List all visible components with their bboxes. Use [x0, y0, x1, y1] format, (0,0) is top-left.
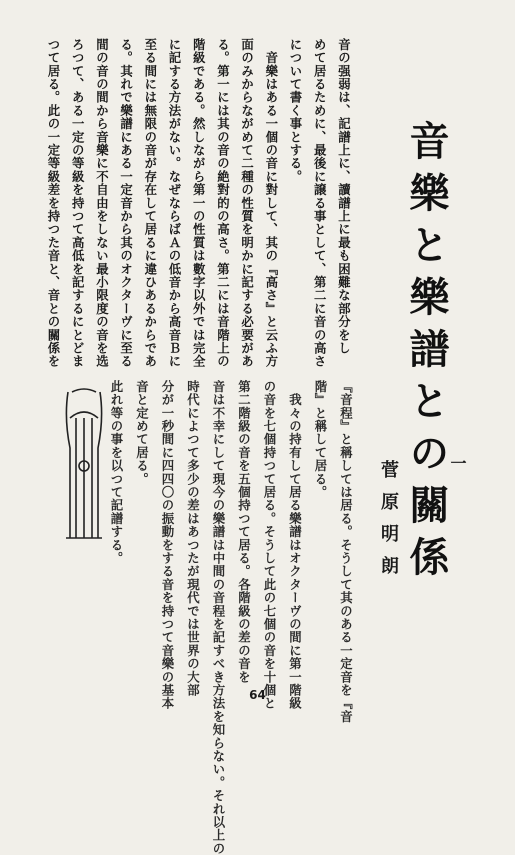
lyre-ornament-icon	[62, 388, 106, 546]
text-lower-column: 我々の持有して居る樂譜はオクターヴの間に第一階級	[287, 380, 303, 710]
page-number: 64	[249, 688, 266, 702]
article-title: 音樂と樂譜との關係	[403, 120, 450, 588]
text-lower-column: 音と定めて居る。	[134, 380, 150, 486]
text-upper-column: 音の强弱は、記譜上に、讀譜上に最も困難な部分をし	[336, 38, 352, 355]
text-upper-column: 面のみからながめて二種の性質を明かに記する必要があ	[239, 38, 255, 368]
text-upper-column: ろつて、ある一定の等級を持つて高低を記するにとどま	[70, 38, 86, 368]
text-lower-column: の音を七個持つて居る。そうして此の七個の音を十個と	[261, 380, 277, 710]
text-upper-column: めて居るために、最後に譲る事として、第二に音の高さ	[312, 38, 328, 368]
text-upper-column: る。其れで樂譜にある一定音から其のオクターヴに至る	[118, 38, 134, 368]
text-upper-column: 間の音の間から音樂に不自由をしない最小限度の音を选	[94, 38, 110, 368]
text-upper-column: 階級である。然しながら第一の性質は數字以外では完全	[191, 38, 207, 368]
section-number: 一	[448, 455, 467, 471]
text-upper-column: 音樂はある一個の音に對して、其の『高さ』と云ふ方	[263, 38, 279, 368]
text-lower-column: 階』と稱して居る。	[312, 380, 328, 499]
text-lower-column: 第二階級の音を五個持つて居る。各階級の差の音を	[236, 380, 252, 684]
text-upper-column: る。第一には其の音の絶對的の高さ。第二には音階上の	[215, 38, 231, 368]
text-lower-column: 音は不幸にして現今の樂譜は中間の音程を記すべき方法を知らない。それ以上の	[210, 380, 226, 855]
text-lower-column: 『音程』と稱しては居る。そうして其のある一定音を『音	[338, 380, 354, 724]
author-name: 菅原明朗	[378, 460, 399, 588]
text-lower-column: 時代によつて多少の差はあつたが現代では世界の大部	[185, 380, 201, 697]
text-lower-column: 此れ等の事を以つて記譜する。	[108, 380, 124, 565]
text-lower-column: 分が一秒間に四四〇の振動をする音を持つて音樂の基本	[159, 380, 175, 710]
text-upper-column: 至る間には無限の音が存在して居るに違ひあるからであ	[142, 38, 158, 368]
text-upper-column: について書く事とする。	[288, 38, 303, 184]
text-upper-column: つて居る。此の一定等級差を持つた音と、音との關係を	[46, 38, 61, 368]
text-upper-column: に記する方法がない。なぜならばＡの低音から高音Ｂに	[167, 38, 182, 368]
